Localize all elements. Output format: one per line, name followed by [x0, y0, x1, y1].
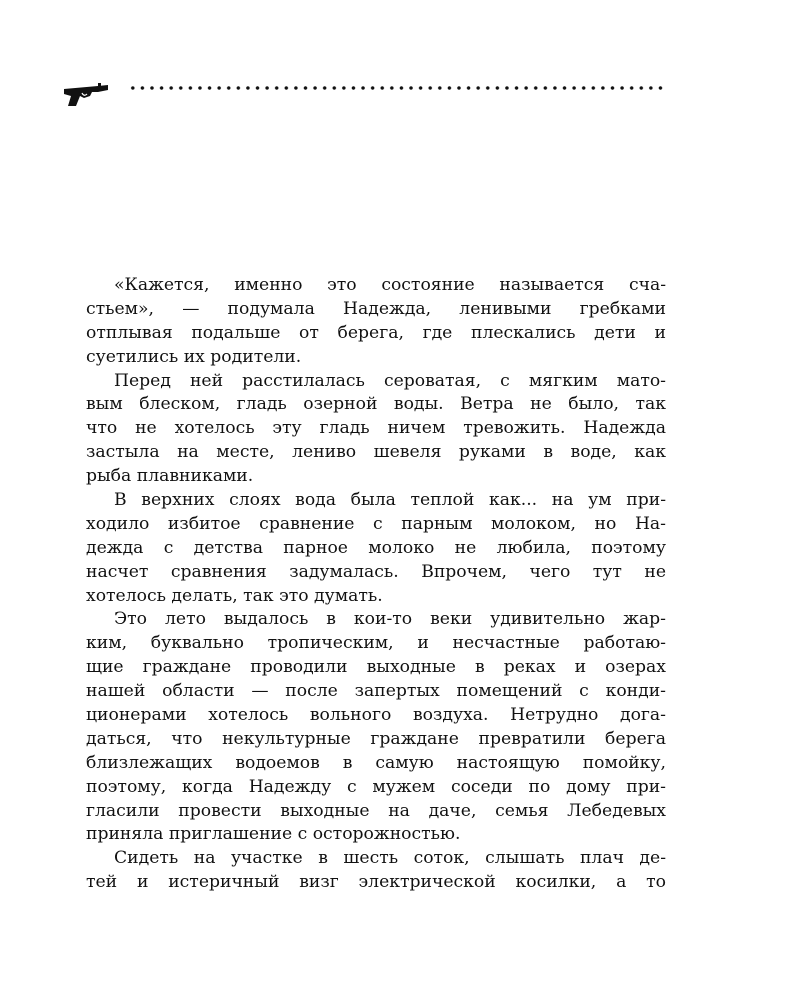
text-line: тей и истеричный визг электрической косилки, а то [86, 872, 666, 893]
text-line: ходило избитое сравнение с парным молоком, но На- [86, 513, 666, 534]
page-text [86, 274, 666, 895]
text-line: рыба плавниками. [86, 466, 254, 487]
text-line: хотелось делать, так это думать. [86, 585, 383, 606]
header-ornament [62, 76, 672, 110]
text-line: поэтому, когда Надежду с мужем соседи по дому при- [86, 776, 666, 797]
text-line: насчет сравнения задумалась. Впрочем, чего тут не [86, 561, 666, 582]
text-line: стьем», — подумала Надежда, ленивыми гребками [86, 298, 666, 319]
text-line: застыла на месте, лениво шевеля руками в воде, как [86, 442, 666, 463]
text-line: что не хотелось эту гладь ничем тревожить. Надежда [86, 418, 666, 439]
text-line: суетились их родители. [86, 346, 302, 367]
text-line: нашей области — после запертых помещений с конди- [86, 681, 666, 702]
text-line: Перед ней расстилалась сероватая, с мягким мато- [114, 370, 666, 391]
text-line: вым блеском, гладь озерной воды. Ветра не было, так [86, 394, 666, 415]
text-line: отплывая подальше от берега, где плескались дети и [86, 322, 666, 343]
text-line: ционерами хотелось вольного воздуха. Нетрудно дога- [86, 705, 666, 726]
text-line: приняла приглашение с осторожностью. [86, 824, 461, 845]
text-line: гласили провести выходные на даче, семья Лебедевых [86, 800, 666, 821]
text-line: ким, буквально тропическим, и несчастные работаю- [86, 633, 666, 654]
text-line: даться, что некультурные граждане превратили берега [86, 728, 666, 749]
text-line: дежда с детства парное молоко не любила, поэтому [86, 537, 666, 558]
dotted-rule [128, 85, 668, 91]
text-line: Это лето выдалось в кои-то веки удивительно жар- [114, 609, 666, 630]
text-line: В верхних слоях вода была теплой как... на ум при- [114, 490, 666, 511]
pistol-icon [62, 80, 110, 108]
text-line: щие граждане проводили выходные в реках и озерах [86, 657, 666, 678]
text-line: «Кажется, именно это состояние называется сча- [114, 275, 666, 295]
text-line: Сидеть на участке в шесть соток, слышать плач де- [114, 848, 666, 869]
text-line: близлежащих водоемов в самую настоящую помойку, [86, 752, 666, 773]
